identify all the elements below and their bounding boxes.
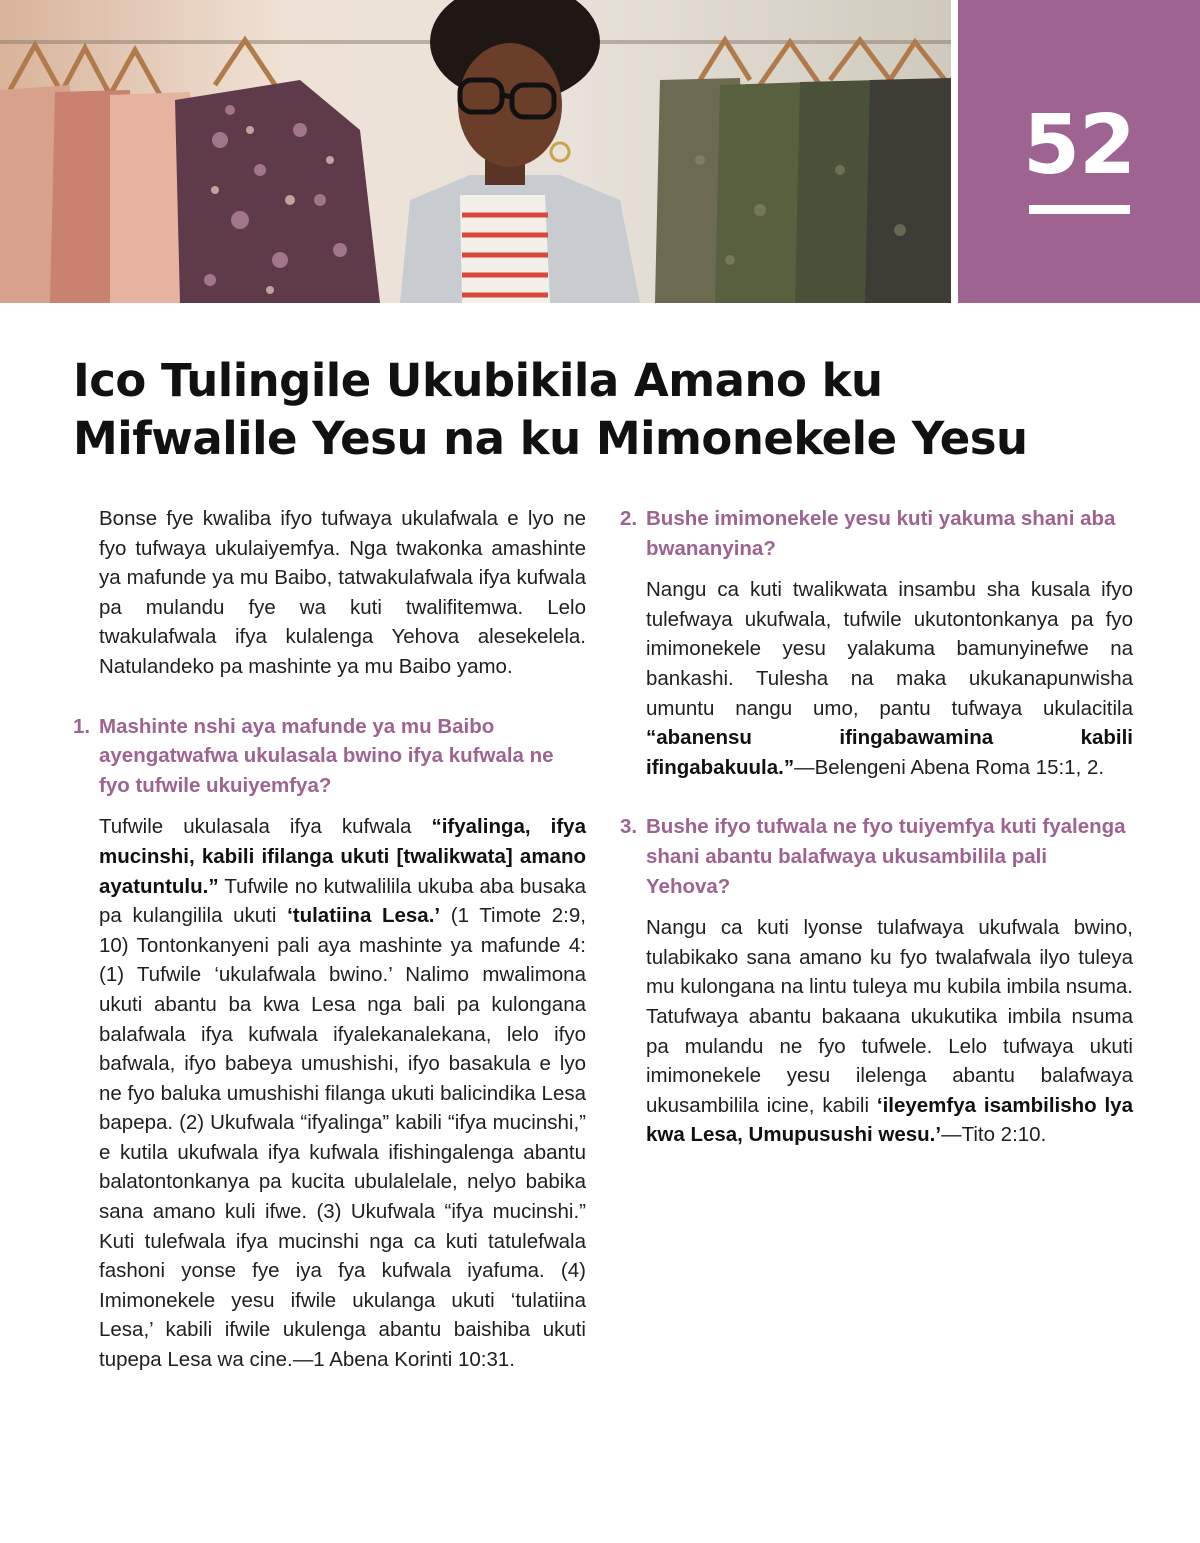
answer-1-text-c: Tufwile no kutwalilila ukuba aba busaka pa kulangilila ukuti xyxy=(99,874,586,928)
right-column xyxy=(620,504,1133,1150)
header-divider xyxy=(951,0,958,303)
question-3 xyxy=(620,812,1133,901)
intro-paragraph: Bonse fye kwaliba ifyo tufwaya ukulafwala e lyo ne fyo tufwaya ukulaiyemfya. Nga twakonka amashinte ya mafunde ya mu Baibo, tatwakulafwala ifya kufwala pa mulandu fye wa kuti twalifitemwa. Lelo twakulafwala ifya kulalenga Yehova alesekelela. Natulandeko pa mashinte ya mu Baibo yamo. xyxy=(99,507,586,678)
lesson-number-underline xyxy=(1029,205,1130,214)
woman-shopping-clothes-photo xyxy=(0,0,951,303)
question-1-number: 1. xyxy=(73,714,91,738)
answer-3-text-a: Nangu ca kuti lyonse tulafwaya ukufwala bwino, tulabikako sana amano ku fyo twalafwala ilyo tuleya mu kulongana na lintu tuleya mu kubila imbila nsuma. Tatufwaya abantu bakaana ukukutika imbila nsuma pa mulandu ne fyo tufwele. Lelo tufwaya ukuti imimonekele yesu ilelenga abantu balafwaya ukusambilila icine, kabili xyxy=(646,916,1133,1117)
answer-3-paragraph xyxy=(646,913,1133,1150)
question-1-text: Mashinte nshi aya mafunde ya mu Baibo ayengatwafwa ukulasala bwino ifya kufwala ne fyo tufwile ukuiyemfya? xyxy=(99,714,554,797)
answer-3-reference: —Tito 2:10. xyxy=(941,1123,1047,1147)
page-title-line-2: Mifwalile Yesu na ku Mimonekele Yesu xyxy=(73,412,1028,465)
answer-1-quote-a: “ifyalinga, ifya mucinshi, kabili ifilanga ukuti [twalikwata] amano ayatuntulu.” xyxy=(99,815,586,898)
answer-1-text-a: Tufwile ukulasala ifya kufwala xyxy=(99,815,432,839)
answer-2-reference: —Belengeni Abena Roma 15:1, 2. xyxy=(794,755,1105,779)
lesson-number: 52 xyxy=(1022,98,1136,193)
question-2-number: 2. xyxy=(620,507,638,530)
question-2-text: Bushe imimonekele yesu kuti yakuma shani aba bwananyina? xyxy=(646,507,1116,560)
answer-2-quote: “abanensu ifingabawamina kabili ifingabakuula.” xyxy=(646,726,1133,779)
answer-1-paragraph xyxy=(99,812,586,1374)
page-title xyxy=(73,352,1133,468)
question-3-number: 3. xyxy=(620,815,638,839)
question-3-text: Bushe ifyo tufwala ne fyo tuiyemfya kuti fyalenga shani abantu balafwaya ukusambilila pali Yehova? xyxy=(646,815,1126,898)
answer-2-text-a: Nangu ca kuti twalikwata insambu sha kusala ifyo tulefwaya ukufwala, tufwile ukutontonkanya pa fyo imimonekele yesu yalakuma bamunyinefwe na bankashi. Tulesha na maka ukukanapunwisha umuntu nangu umo, pantu tufwaya ukulacitila xyxy=(646,578,1133,720)
header-photo xyxy=(0,0,951,303)
left-column xyxy=(73,504,586,1375)
question-1 xyxy=(73,712,586,801)
answer-3-quote: ‘ileyemfya isambilisho lya kwa Lesa, Umupusushi wesu.’ xyxy=(646,1093,1133,1147)
question-2 xyxy=(620,504,1133,563)
answer-1-quote-b: ‘tulatiina Lesa.’ xyxy=(287,904,441,928)
page-title-line-1: Ico Tulingile Ukubikila Amano ku xyxy=(73,354,883,407)
answer-1-text-e: (1 Timote 2:9, 10) Tontonkanyeni pali aya mashinte ya mafunde 4: (1) Tufwile ‘ukulafwala bwino.’ Nalimo mwalimona ukuti abantu ba kwa Lesa nga bali pa kulongana balafwala ifya kufwala ifyalekanalekana, lelo ifyo bafwala, ifyo babeya umushishi, ifyo basakula e lyo ne fyo baluka umushishi filanga ukuti balicindika Lesa bapepa. (2) Ukufwala “ifyalinga” kabili “ifya mucinshi,” e kutila ukufwala ifya kufwala ifishingalenga abantu balatontonkanya pa kucita ubulalelale, nelyo babika sana amano kuli ifwe. (3) Ukufwala “ifya mucinshi.” Kuti tulefwala ifya mucinshi nga ca kuti tatulefwala fashoni yonse fye iya fya kufwala iyafuma. (4) Imimonekele yesu ifwile ukulanga ukuti ‘tulatiina Lesa,’ kabili ifwile ukulenga abantu baishiba ukuti tupepa Lesa wa cine.—1 Abena Korinti 10:31. xyxy=(99,904,586,1372)
answer-2-paragraph xyxy=(646,575,1133,782)
lesson-number-badge xyxy=(958,0,1200,303)
